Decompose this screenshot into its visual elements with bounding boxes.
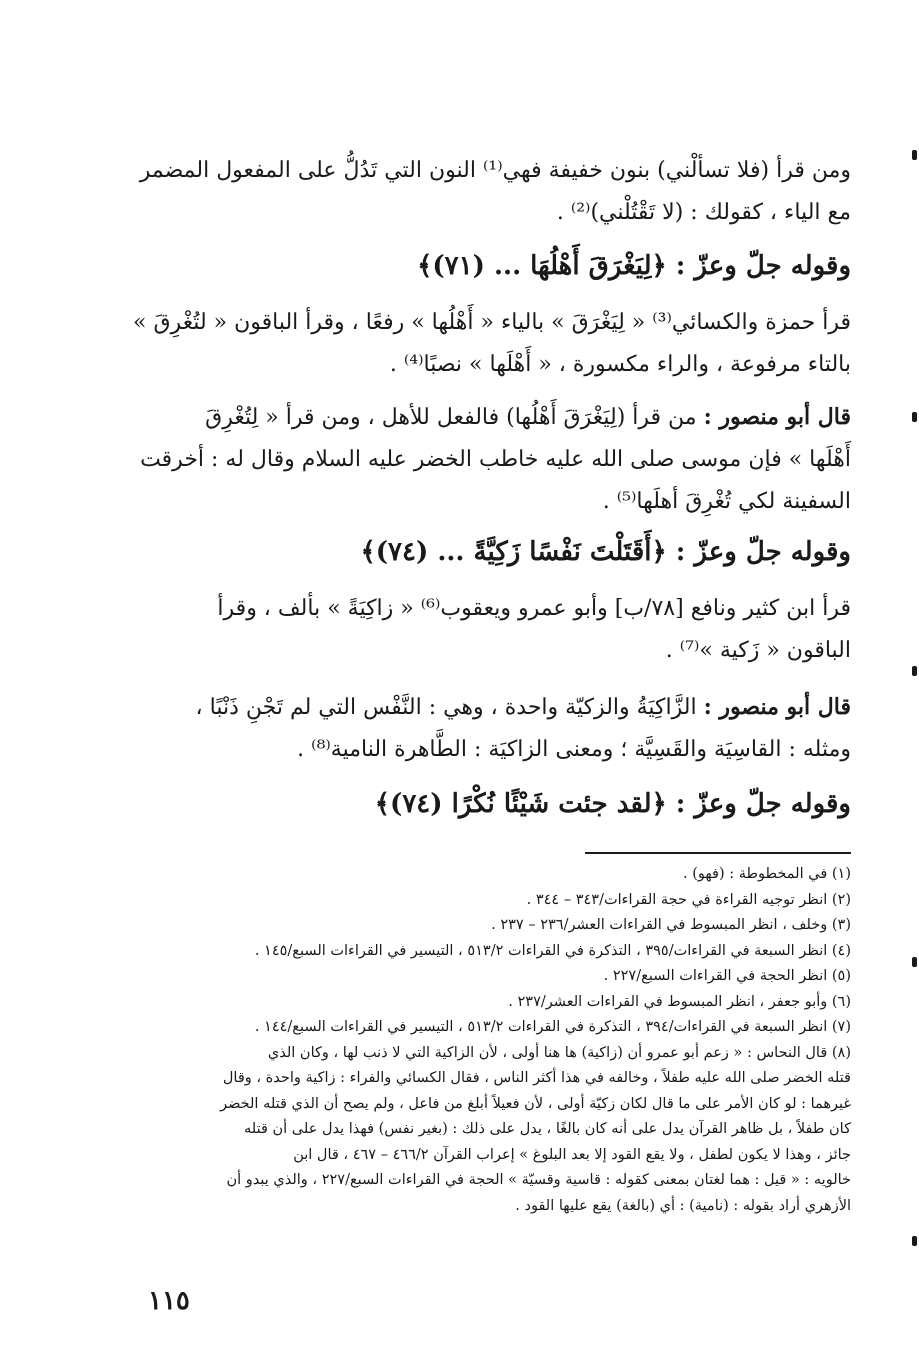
footnote-line: خالويه : « قيل : هما لغتان بمعنى كقوله : قاسية وقسيّة » الحجة في القراءات السبع/٢٢٧ ، والذي يبدو أن <box>226 1172 851 1188</box>
paragraph-4 <box>61 588 851 672</box>
footnote-line: (٨) قال النحاس : « زعم أبو عمرو أن (زاكية) ها هنا أولى ، لأن الزاكية التي لا ذنب لها ، وكان الذي <box>267 1044 851 1061</box>
paragraph-1 <box>61 150 851 234</box>
heading-line: وقوله جلّ وعزّ : ﴿لِيَغْرَقَ أَهْلُهَا ... (٧١)﴾ <box>417 251 851 281</box>
text-line <box>61 396 851 439</box>
page-number: ١١٥ <box>148 1286 190 1316</box>
footnote-line: كان طفلاً ، بل ظاهر القرآن يدل على أنه كان بالغًا ، يدل على ذلك : (بغير نفس) فهذا يدل على أن قتله <box>244 1121 851 1137</box>
line-rest: من قرأ (لِيَغْرَقَ أَهْلُها) فالفعل للأهل ، ومن قرأ « لِتُغْرِقَ <box>205 405 704 430</box>
lead-phrase: قال أبو منصور : <box>703 694 851 720</box>
footnote-line: (٤) انظر السبعة في القراءات/٣٩٥ ، التذكرة في القراءات ٥١٣/٢ ، التيسير في القراءات السبع/١٤٥ . <box>254 942 851 959</box>
footnote-line: (٦) وأبو جعفر ، انظر المبسوط في القراءات العشر/٢٣٧ . <box>508 993 851 1010</box>
text-line: ومثله : القاسِيَة والقَسِيَّة ؛ ومعنى الزاكيَة : الطَّاهرة النامية⁽⁸⁾ . <box>297 737 851 762</box>
paragraph-3 <box>61 396 851 523</box>
heading-line: وقوله جلّ وعزّ : ﴿أَقَتَلْتَ نَفْسًا زَكِيَّةً ... (٧٤)﴾ <box>360 537 851 567</box>
footnote-line: الأزهري أراد بقوله : (نامية) : أي (بالغة) يقع عليها القود . <box>515 1197 851 1214</box>
footnote-line: (١) في المخطوطة : (فهو) . <box>683 866 851 882</box>
text-line: ومن قرأ (فلا تسألْني) بنون خفيفة فهي⁽¹⁾ النون التي تَدُلُّ على المفعول المضمر <box>139 158 851 183</box>
footnote-separator <box>585 852 851 854</box>
lead-phrase: قال أبو منصور : <box>703 404 851 430</box>
verse-heading-74b <box>61 784 851 824</box>
scan-edge-mark <box>912 412 917 422</box>
scan-edge-mark <box>912 666 917 676</box>
scan-edge-mark <box>912 1236 917 1246</box>
footnotes <box>61 862 851 1219</box>
line-rest: الزَّاكِيَةُ والزكيّة واحدة ، وهي : النَّفْس التي لم تَجْنِ ذَنْبًا ، <box>195 695 704 720</box>
text-line: الباقون « زَكية »⁽⁷⁾ . <box>665 638 851 663</box>
scan-edge-mark <box>912 957 917 967</box>
text-line: قرأ ابن كثير ونافع [٧٨/ب] وأبو عمرو ويعقوب⁽⁶⁾ « زاكِيَةً » بألف ، وقرأ <box>217 596 851 621</box>
footnote-line: (٢) انظر توجيه القراءة في حجة القراءات/٣٤٣ – ٣٤٤ . <box>526 891 851 908</box>
verse-heading-74a <box>61 532 851 572</box>
footnote-line: (٧) انظر السبعة في القراءات/٣٩٤ ، التذكرة في القراءات ٥١٣/٢ ، التيسير في القراءات السبع/١٤٤ . <box>254 1019 851 1035</box>
text-line <box>61 686 851 729</box>
footnote-line: غيرهما : لو كان الأمر على ما قال لكان زكيّة أولى ، لأن فعيلاً أبلغ من فاعل ، ولم يصح أن الذي قتله الخضر <box>220 1095 851 1112</box>
paragraph-5 <box>61 686 851 771</box>
footnote-line: قتله الخضر صلى الله عليه طفلاً ، وخالفه في هذا أكثر الناس ، فقال الكسائي والفراء : زاكية واحدة ، وقال <box>222 1070 851 1086</box>
paragraph-2 <box>61 302 851 386</box>
heading-line: وقوله جلّ وعزّ : ﴿لقد جئت شَيْئًا نُكْرًا (٧٤)﴾ <box>374 789 851 819</box>
scan-edge-mark <box>912 150 917 160</box>
verse-heading-71 <box>61 246 851 286</box>
footnote-line: (٣) وخلف ، انظر المبسوط في القراءات العشر/٢٣٦ – ٢٣٧ . <box>491 917 851 933</box>
footnote-line: (٥) انظر الحجة في القراءات السبع/٢٢٧ . <box>603 968 851 984</box>
text-line: بالتاء مرفوعة ، والراء مكسورة ، « أَهْلَها » نصبًا⁽⁴⁾ . <box>389 352 851 377</box>
text-line: قرأ حمزة والكسائي⁽³⁾ « لِيَغْرَقَ » بالياء « أَهْلُها » رفعًا ، وقرأ الباقون « لتُغْرِقَ » <box>133 310 851 335</box>
text-line: أَهْلَها » فإن موسى صلى الله عليه خاطب الخضر عليه السلام وقال له : أخرقت <box>140 447 851 472</box>
footnote-line: جائز ، وهذا لا يكون لطفل ، ولا يقع القود إلا بعد البلوغ » إعراب القرآن ٤٦٦/٢ – ٤٦٧ ، قال ابن <box>293 1146 851 1163</box>
text-line: السفينة لكي تُغْرِقَ أهلَها⁽⁵⁾ . <box>602 489 851 514</box>
text-line: مع الياء ، كقولك : (لا تَقْتُلْني)⁽²⁾ . <box>556 200 851 225</box>
